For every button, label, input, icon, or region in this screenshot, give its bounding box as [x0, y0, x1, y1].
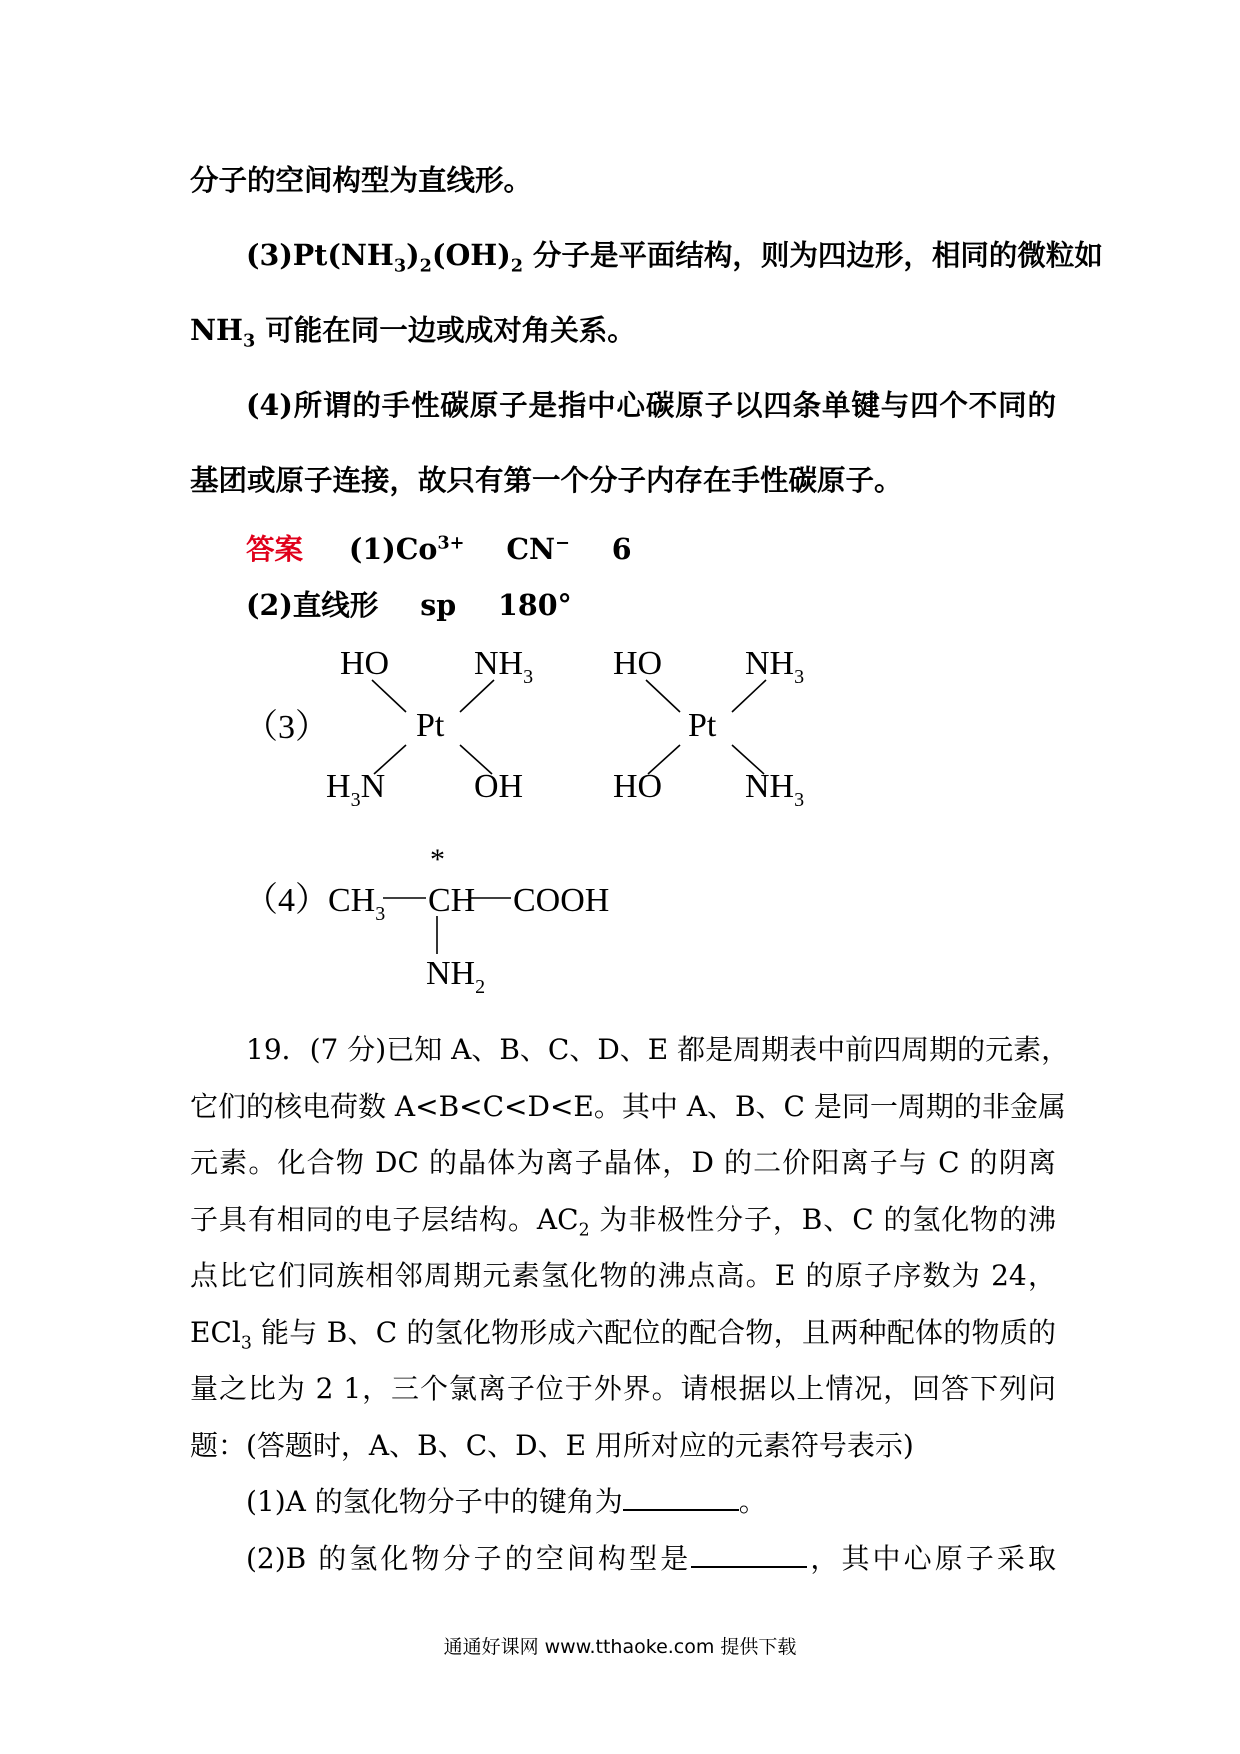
mol1-top-right: $NH_3$	[474, 645, 534, 688]
explanation-line-3: $NH_3$ 可能在同一边或成对角关系。	[190, 313, 636, 352]
mol1-bond-tr	[460, 680, 494, 712]
structure-3-label: （3）	[244, 709, 329, 746]
answer-blank-2[interactable]	[691, 1540, 807, 1568]
q19-sub-1: (1)A 的氢化物分子中的键角为 。	[246, 1485, 767, 1518]
mol1-bond-tl	[372, 680, 406, 712]
explanation-line-1: 分子的空间构型为直线形。	[190, 163, 533, 197]
q19-line-8: 题：(答题时，A、B、C、D、E 用所对应的元素符号表示)	[190, 1429, 914, 1462]
mol1-bottom-right: OH	[474, 768, 524, 805]
mol2-bond-tr	[732, 680, 766, 712]
mol1-center: Pt	[416, 707, 445, 744]
q19-line-1: 19．(7 分)已知 A、B、C、D、E 都是周期表中前四周期的元素，	[246, 1033, 1070, 1066]
answer-line-1: 答案 $(1)Co^{3+}$ CN− 6	[246, 532, 632, 566]
mol2-center: Pt	[688, 707, 717, 744]
mol2-bottom-left: HO	[613, 768, 663, 805]
structure-4-label: （4）	[244, 882, 329, 919]
q19-line-3: 元素。化合物 DC 的晶体为离子晶体，D 的二价阳离子与 C 的阴离	[190, 1146, 1056, 1179]
mol2-top-left: HO	[613, 645, 663, 682]
ch-group: CH	[428, 882, 476, 919]
answer-line-2: (2)直线形 sp 180°	[246, 588, 572, 622]
mol2-bottom-right: $NH_3$	[745, 768, 805, 811]
mol2-top-right: $NH_3$	[745, 645, 805, 688]
q19-line-5: 点比它们同族相邻周期元素氢化物的沸点高。E 的原子序数为 24，	[190, 1259, 1056, 1292]
q19-line-4: 子具有相同的电子层结构。$AC_2$ 为非极性分子，B、C 的氢化物的沸	[190, 1203, 1056, 1241]
chiral-star: *	[430, 843, 445, 876]
ch3-group: $CH_3$	[328, 882, 386, 925]
answer-label: 答案	[246, 532, 304, 566]
q19-line-2: 它们的核电荷数 A<B<C<D<E。其中 A、B、C 是同一周期的非金属	[190, 1090, 1066, 1123]
mol1-top-left: HO	[340, 645, 390, 682]
explanation-line-4: (4)所谓的手性碳原子是指中心碳原子以四条单键与四个不同的	[246, 388, 1056, 422]
mol2-bond-bl	[648, 745, 680, 774]
q19-line-7: 量之比为 2 1，三个氯离子位于外界。请根据以上情况，回答下列问	[190, 1372, 1056, 1405]
q19-line-6: ECl$_3$ 能与 B、C 的氢化物形成六配位的配合物，且两种配体的物质的	[190, 1316, 1056, 1354]
cooh-group: COOH	[513, 882, 610, 919]
q19-sub-2: (2)B 的氢化物分子的空间构型是 ，其中心原子采取	[246, 1542, 1057, 1575]
mol1-bottom-left: $H_3N$	[326, 768, 386, 811]
explanation-line-2: $(3)Pt(NH_3)_2(OH)_2$ 分子是平面结构，则为四边形，相同的微粒如	[246, 238, 1103, 277]
explanation-line-5: 基团或原子连接，故只有第一个分子内存在手性碳原子。	[190, 463, 903, 497]
mol1-bond-bl	[374, 745, 406, 774]
answer-blank-1[interactable]	[623, 1483, 739, 1511]
mol2-bond-tl	[646, 680, 680, 712]
nh2-group: $NH_2$	[426, 955, 486, 998]
page-footer: 通通好课网 www.tthaoke.com 提供下载	[443, 1636, 797, 1658]
